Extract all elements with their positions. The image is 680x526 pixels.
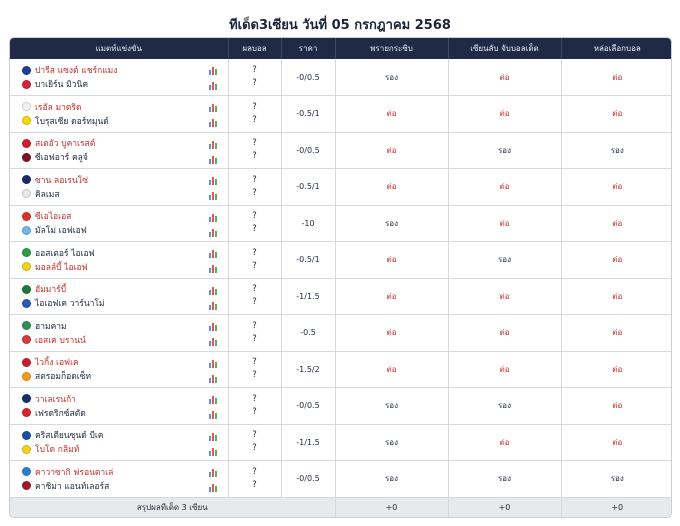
price-cell: -1/1.5 [281, 424, 335, 461]
tipster-1-pick: รอง [335, 205, 448, 242]
away-score: ? [252, 224, 257, 235]
away-team-logo-icon [22, 408, 31, 417]
table-row[interactable] [10, 315, 672, 352]
tipster-1-pick: ต่อ [335, 169, 448, 206]
match-cell [10, 315, 228, 352]
match-cell [10, 388, 228, 425]
home-stats-chart-icon[interactable] [209, 360, 218, 368]
away-team[interactable] [22, 223, 220, 237]
home-team-name: ไวกิ้ง เอฟเค [35, 358, 79, 369]
table-row[interactable] [10, 278, 672, 315]
header-result: ผลบอล [228, 38, 281, 59]
header-tipster-2: เซียนลับ จับบอลเด็ด [448, 38, 561, 59]
away-stats-chart-icon[interactable] [209, 448, 218, 456]
tipster-3-pick: ต่อ [561, 205, 672, 242]
tipster-2-pick: ต่อ [448, 424, 561, 461]
home-score: ? [252, 211, 257, 222]
away-team-name: บาเยิร์น มิวนิค [35, 80, 89, 90]
result-cell [228, 315, 281, 352]
result-cell [228, 351, 281, 388]
away-team-name: โบโด กลิมท์ [35, 445, 80, 456]
tipster-1-pick: รอง [335, 461, 448, 498]
result-cell [228, 242, 281, 279]
tipster-2-pick: รอง [448, 461, 561, 498]
away-team-logo-icon [22, 481, 31, 490]
home-team[interactable] [22, 282, 220, 296]
price-cell: -0.5/1 [281, 96, 335, 133]
away-team[interactable] [22, 369, 220, 383]
match-cell [10, 96, 228, 133]
tipster-2-pick: ต่อ [448, 59, 561, 96]
tipster-3-pick: ต่อ [561, 169, 672, 206]
home-team-name: ออสเตอร์ ไอเอฟ [35, 248, 95, 259]
tipster-3-pick: ต่อ [561, 278, 672, 315]
home-team-name: ซาน ลอเรนโซ่ [35, 175, 88, 186]
price-cell: -0/0.5 [281, 388, 335, 425]
header-price: ราคา [281, 38, 335, 59]
header-match: แมตท์แข่งขัน [10, 38, 228, 59]
home-stats-chart-icon[interactable] [209, 104, 218, 112]
home-score: ? [252, 65, 257, 75]
away-team[interactable] [22, 296, 220, 310]
away-stats-chart-icon[interactable] [209, 119, 218, 127]
table-body [10, 59, 672, 497]
tipster-1-pick: รอง [335, 59, 448, 96]
home-team-logo-icon [22, 431, 31, 440]
away-score: ? [252, 260, 257, 271]
home-score: ? [252, 138, 257, 149]
home-stats-chart-icon[interactable] [209, 141, 218, 149]
home-score: ? [252, 101, 257, 112]
table-row[interactable] [10, 169, 672, 206]
price-cell: -1/1.5 [281, 278, 335, 315]
away-team-name: สตรอมก็อดเซ็ท [35, 372, 92, 383]
tipster-2-pick: ต่อ [448, 351, 561, 388]
away-score: ? [252, 114, 257, 125]
table-row[interactable] [10, 461, 672, 498]
result-cell [228, 205, 281, 242]
tipster-2-pick: ต่อ [448, 315, 561, 352]
home-team[interactable] [22, 63, 220, 77]
match-cell [10, 424, 228, 461]
home-score: ? [252, 174, 257, 185]
match-cell [10, 205, 228, 242]
tipster-2-pick: ต่อ [448, 96, 561, 133]
table-header-row [10, 38, 672, 59]
tipster-3-pick: ต่อ [561, 242, 672, 279]
home-team-name: คาวาซากิ ฟรอนตาเล่ [35, 467, 114, 478]
away-team-name: เฟรดริกซ์สตัด [35, 408, 86, 419]
home-team-logo-icon [22, 175, 31, 184]
price-cell: -10 [281, 205, 335, 242]
away-team-logo-icon [22, 372, 31, 381]
price-cell: -0.5 [281, 315, 335, 352]
away-team-logo-icon [22, 189, 31, 198]
price-cell: -0/0.5 [281, 59, 335, 96]
away-team[interactable] [22, 260, 220, 274]
summary-row [10, 497, 672, 518]
tipster-2-pick: ต่อ [448, 169, 561, 206]
away-team-name: ไอเอฟเค วาร์นาโม่ [35, 299, 105, 310]
tipster-1-pick: รอง [335, 424, 448, 461]
home-stats-chart-icon[interactable] [209, 250, 218, 258]
home-score: ? [252, 466, 257, 477]
match-cell [10, 132, 228, 169]
tipster-2-pick: รอง [448, 388, 561, 425]
table-row[interactable] [10, 96, 672, 133]
away-stats-chart-icon[interactable] [209, 192, 218, 200]
result-cell [228, 278, 281, 315]
tipster-1-pick: ต่อ [335, 278, 448, 315]
home-stats-chart-icon[interactable] [209, 433, 218, 441]
home-team[interactable] [22, 355, 220, 369]
home-team[interactable] [22, 428, 220, 442]
home-team[interactable] [22, 392, 220, 406]
away-team-logo-icon [22, 335, 31, 344]
away-team-logo-icon [22, 226, 31, 235]
price-cell: -1.5/2 [281, 351, 335, 388]
tipster-2-pick: รอง [448, 242, 561, 279]
price-cell: -0/0.5 [281, 132, 335, 169]
home-team-logo-icon [22, 102, 31, 111]
away-score: ? [252, 333, 257, 344]
home-score: ? [252, 357, 257, 368]
home-team-logo-icon [22, 139, 31, 148]
away-score: ? [252, 443, 257, 454]
tipster-2-pick: ต่อ [448, 205, 561, 242]
away-stats-chart-icon[interactable] [209, 156, 218, 164]
home-team-logo-icon [22, 358, 31, 367]
result-cell [228, 424, 281, 461]
home-score: ? [252, 247, 257, 258]
home-team-name: คริสเตียนซุนด์ บีเค [35, 431, 104, 442]
tipster-3-pick: ต่อ [561, 59, 672, 96]
header-tipster-1: พรายกระซิบ [335, 38, 448, 59]
tipster-3-pick: ต่อ [561, 351, 672, 388]
away-team[interactable] [22, 333, 220, 347]
home-team-name: สเตอัว บูคาเรสต์ [35, 139, 96, 150]
result-cell [228, 388, 281, 425]
away-stats-chart-icon[interactable] [209, 375, 218, 383]
price-cell: -0.5/1 [281, 169, 335, 206]
match-cell [10, 59, 228, 96]
home-team-logo-icon [22, 248, 31, 257]
away-stats-chart-icon[interactable] [209, 265, 218, 273]
match-cell [10, 278, 228, 315]
away-team[interactable] [22, 479, 220, 493]
home-team-name: ฮัมมาร์บี้ [35, 285, 67, 296]
away-stats-chart-icon[interactable] [209, 338, 218, 346]
home-team-logo-icon [22, 212, 31, 221]
away-team-name: มัลโม่ เอฟเอฟ [35, 226, 87, 237]
home-team[interactable] [22, 246, 220, 260]
away-stats-chart-icon[interactable] [209, 302, 218, 310]
away-team[interactable] [22, 114, 220, 128]
away-team-logo-icon [22, 299, 31, 308]
away-stats-chart-icon[interactable] [209, 484, 218, 492]
tipster-2-pick: ต่อ [448, 278, 561, 315]
away-score: ? [252, 187, 257, 198]
home-team-logo-icon [22, 321, 31, 330]
match-cell [10, 242, 228, 279]
tipster-2-pick: รอง [448, 132, 561, 169]
away-team-name: มอลล์บี้ ไอเอฟ [35, 262, 88, 273]
summary-tipster-2: +0 [448, 497, 561, 518]
header-tipster-3: หล่อเลือกบอล [561, 38, 672, 59]
tipster-1-pick: ต่อ [335, 351, 448, 388]
away-team-name: ซีเอฟอาร์ คลูจ์ [35, 153, 88, 164]
table-row[interactable] [10, 205, 672, 242]
home-team-logo-icon [22, 467, 31, 476]
tipster-3-pick: รอง [561, 461, 672, 498]
home-team[interactable] [22, 465, 220, 479]
match-cell [10, 461, 228, 498]
away-team-logo-icon [22, 262, 31, 271]
tipster-3-pick: ต่อ [561, 96, 672, 133]
home-team-logo-icon [22, 66, 31, 75]
price-cell: -0/0.5 [281, 461, 335, 498]
result-cell [228, 461, 281, 498]
away-team[interactable] [22, 406, 220, 420]
table-row[interactable] [10, 388, 672, 425]
away-stats-chart-icon[interactable] [209, 82, 218, 90]
home-team-logo-icon [22, 285, 31, 294]
summary-label: สรุปผลทีเด็ด 3 เซียน [10, 497, 335, 518]
table-row[interactable] [10, 351, 672, 388]
home-team[interactable] [22, 209, 220, 223]
home-stats-chart-icon[interactable] [209, 323, 218, 331]
table-row[interactable] [10, 59, 672, 96]
tips-table [10, 38, 672, 518]
summary-tipster-1: +0 [335, 497, 448, 518]
home-team[interactable] [22, 173, 220, 187]
tipster-1-pick: ต่อ [335, 315, 448, 352]
away-team-logo-icon [22, 153, 31, 162]
away-team[interactable] [22, 442, 220, 456]
home-stats-chart-icon[interactable] [209, 67, 218, 75]
away-stats-chart-icon[interactable] [209, 411, 218, 419]
home-team-name: วาเลเรนก้า [35, 394, 76, 405]
away-score: ? [252, 297, 257, 308]
away-team-name: คาชิม่า แอนท์เลอร์ส [35, 481, 110, 492]
away-team-logo-icon [22, 116, 31, 125]
tipster-1-pick: ต่อ [335, 242, 448, 279]
home-team-name: ปารีส แซงต์ แชร์กแมง [35, 66, 118, 76]
table-row[interactable] [10, 132, 672, 169]
tipster-1-pick: ต่อ [335, 96, 448, 133]
page-title: ทีเด็ด3เซียน วันที่ 05 กรกฎาคม 2568 [229, 18, 451, 33]
home-stats-chart-icon[interactable] [209, 287, 218, 295]
match-cell [10, 351, 228, 388]
tipster-3-pick: ต่อ [561, 388, 672, 425]
home-score: ? [252, 430, 257, 441]
home-team-name: เรอัล มาดริด [35, 102, 82, 113]
away-stats-chart-icon[interactable] [209, 229, 218, 237]
tipster-1-pick: รอง [335, 388, 448, 425]
home-team[interactable] [22, 100, 220, 114]
home-stats-chart-icon[interactable] [209, 177, 218, 185]
away-team-name: คิลเมส [35, 189, 60, 200]
away-team-logo-icon [22, 445, 31, 454]
result-cell [228, 59, 281, 96]
home-team-logo-icon [22, 394, 31, 403]
away-score: ? [252, 479, 257, 490]
home-team-name: ซีเอไอเอส [35, 212, 72, 223]
away-score: ? [252, 406, 257, 417]
home-team[interactable] [22, 319, 220, 333]
away-score: ? [252, 370, 257, 381]
home-team[interactable] [22, 136, 220, 150]
tipster-3-pick: ต่อ [561, 424, 672, 461]
match-cell [10, 169, 228, 206]
home-score: ? [252, 320, 257, 331]
away-team-name: โบรุสเซีย ดอร์ทมุนด์ [35, 116, 109, 127]
away-team[interactable] [22, 150, 220, 164]
home-stats-chart-icon[interactable] [209, 396, 218, 404]
result-cell [228, 169, 281, 206]
price-cell: -0.5/1 [281, 242, 335, 279]
table-row[interactable] [10, 242, 672, 279]
home-score: ? [252, 393, 257, 404]
tipster-3-pick: ต่อ [561, 315, 672, 352]
away-team[interactable] [22, 187, 220, 201]
away-team[interactable] [22, 77, 220, 91]
home-team-name: ฮามคาม [35, 321, 67, 332]
away-team-logo-icon [22, 80, 31, 89]
summary-tipster-3: +0 [561, 497, 672, 518]
result-cell [228, 132, 281, 169]
away-score: ? [252, 78, 257, 88]
result-cell [228, 96, 281, 133]
home-stats-chart-icon[interactable] [209, 214, 218, 222]
away-team-name: เอสเค บรานน์ [35, 335, 86, 346]
home-stats-chart-icon[interactable] [209, 469, 218, 477]
table-row[interactable] [10, 424, 672, 461]
home-score: ? [252, 284, 257, 295]
tipster-3-pick: รอง [561, 132, 672, 169]
tipster-1-pick: ต่อ [335, 132, 448, 169]
tips-table-container [9, 37, 672, 518]
away-score: ? [252, 151, 257, 162]
